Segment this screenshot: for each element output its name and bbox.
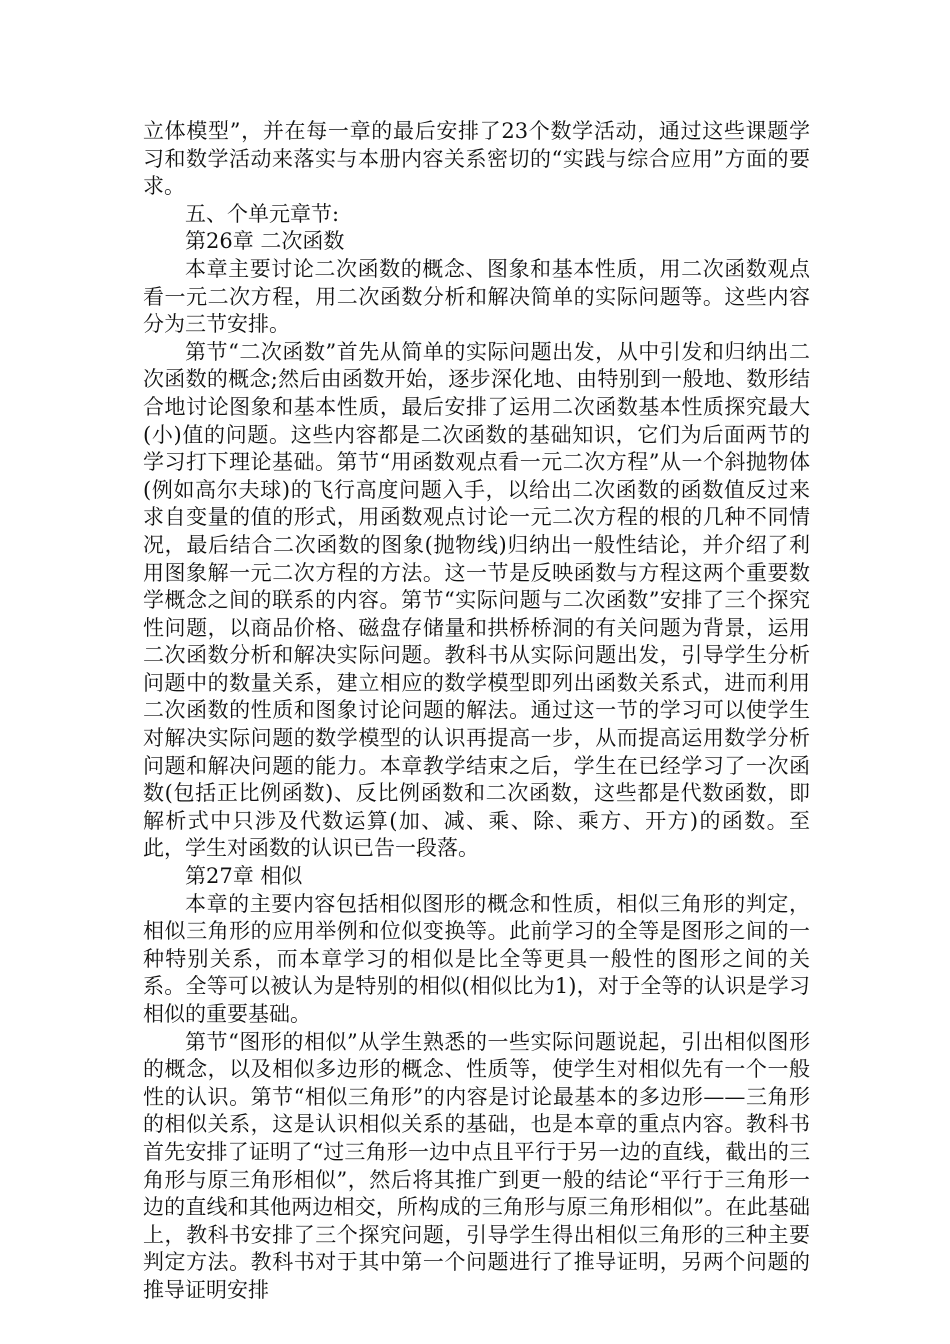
- paragraph: 本章主要讨论二次函数的概念、图象和基本性质，用二次函数观点看一元二次方程，用二次函数分析和解决简单的实际问题等。这些内容分为三节安排。: [143, 256, 810, 337]
- chapter-heading: 第27章 相似: [185, 864, 303, 889]
- paragraph: 第节“图形的相似”从学生熟悉的一些实际问题说起，引出相似图形的概念，以及相似多边形的概念、性质等，使学生对相似先有一个一般性的认识。第节“相似三角形”的内容是讨论最基本的多边形——三角形的相似关系，这是认识相似关系的基础，也是本章的重点内容。教科书首先安排了证明了“过三角形一边中点且平行于另一边的直线，截出的三角形与原三角形相似”，然后将其推广到更一般的结论“平行于三角形一边的直线和其他两边相交，所构成的三角形与原三角形相似”。在此基础上，教科书安排了三个探究问题，引导学生得出相似三角形的三种主要判定方法。教科书对于其中第一个问题进行了推导证明，另两个问题的推导证明安排: [143, 1029, 810, 1302]
- chapter-heading: 第26章 二次函数: [185, 229, 345, 254]
- paragraph: 立体模型”，并在每一章的最后安排了23个数学活动，通过这些课题学习和数学活动来落实与本册内容关系密切的“实践与综合应用”方面的要求。: [143, 119, 810, 199]
- paragraph: 第节“二次函数”首先从简单的实际问题出发，从中引发和归纳出二次函数的概念;然后由函数开始，逐步深化地、由特别到一般地、数形结合地讨论图象和基本性质，最后安排了运用二次函数基本性质探究最大(小)值的问题。这些内容都是二次函数的基础知识，它们为后面两节的学习打下理论基础。第节“用函数观点看一元二次方程”从一个斜抛物体(例如高尔夫球)的飞行高度问题入手，以给出二次函数的函数值反过来求自变量的值的形式，用函数观点讨论一元二次方程的根的几种不同情况，最后结合二次函数的图象(抛物线)归纳出一般性结论，并介绍了利用图象解一元二次方程的方法。这一节是反映函数与方程这两个重要数学概念之间的联系的内容。第节“实际问题与二次函数”安排了三个探究性问题，以商品价格、磁盘存储量和拱桥桥洞的有关问题为背景，运用二次函数分析和解决实际问题。教科书从实际问题出发，引导学生分析问题中的数量关系，建立相应的数学模型即列出函数关系式，进而利用二次函数的性质和图象讨论问题的解法。通过这一节的学习可以使学生对解决实际问题的数学模型的认识再提高一步，从而提高运用数学分析问题和解决问题的能力。本章教学结束之后，学生在已经学习了一次函数(包括正比例函数)、反比例函数和二次函数，这些都是代数函数，即解析式中只涉及代数运算(加、减、乘、除、乘方、开方)的函数。至此，学生对函数的认识已告一段落。: [143, 339, 810, 861]
- section-heading: 五、个单元章节:: [185, 201, 340, 226]
- paragraph: 本章的主要内容包括相似图形的概念和性质，相似三角形的判定，相似三角形的应用举例和位似变换等。此前学习的全等是图形之间的一种特别关系，而本章学习的相似是比全等更具一般性的图形之间的关系。全等可以被认为是特别的相似(相似比为1)，对于全等的认识是学习相似的重要基础。: [143, 891, 810, 1026]
- document-page: [143, 118, 810, 1305]
